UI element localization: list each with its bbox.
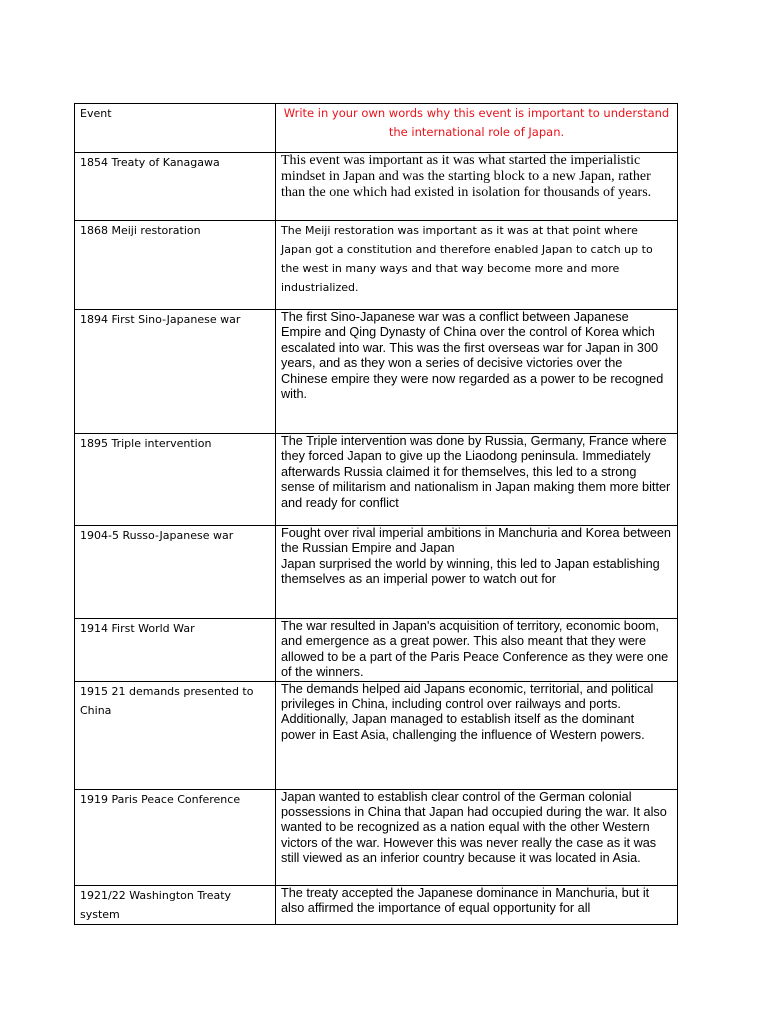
description-line: Fought over rival imperial ambitions in Manchuria and Korea between the Russian Empire and Japan bbox=[281, 526, 671, 556]
description-cell: The war resulted in Japan's acquisition of territory, economic boom, and emergence as a great power. This also meant that they were allowed to be a part of the Paris Peace Conference as they were one of the winners. bbox=[276, 619, 678, 682]
table-row bbox=[75, 885, 678, 924]
description-cell bbox=[276, 526, 678, 619]
table-row bbox=[75, 310, 678, 434]
description-cell: The first Sino-Japanese war was a conflict between Japanese Empire and Qing Dynasty of China over the control of Korea which escalated into war. This was the first overseas war for Japan in 300 years, and as they won a series of decisive victories over the Chinese empire they were now regarded as a power to be recogned with. bbox=[276, 310, 678, 434]
table-row bbox=[75, 153, 678, 221]
description-cell: The Triple intervention was done by Russia, Germany, France where they forced Japan to give up the Liaodong peninsula. Immediately afterwards Russia claimed it for themselves, this led to a strong sense of militarism and nationalism in Japan making them more bitter and ready for conflict bbox=[276, 434, 678, 526]
description-cell: The treaty accepted the Japanese dominance in Manchuria, but it also affirmed the importance of equal opportunity for all bbox=[276, 885, 678, 924]
header-event-cell: Event bbox=[75, 104, 276, 153]
event-cell: 1904-5 Russo-Japanese war bbox=[75, 526, 276, 619]
table-row bbox=[75, 221, 678, 310]
table-row bbox=[75, 619, 678, 682]
description-cell: Japan wanted to establish clear control of the German colonial possessions in China that Japan had occupied during the war. It also wanted to be recognized as a nation equal with the other Western victors of the war. However this was never really the case as it was still viewed as an inferior country because it was located in Asia. bbox=[276, 789, 678, 885]
description-cell: This event was important as it was what started the imperialistic mindset in Japan and was the starting block to a new Japan, rather than the one which had existed in isolation for thousands of years. bbox=[276, 153, 678, 221]
event-cell: 1895 Triple intervention bbox=[75, 434, 276, 526]
table-row bbox=[75, 681, 678, 789]
description-cell: The Meiji restoration was important as it was at that point where Japan got a constitution and therefore enabled Japan to catch up to the west in many ways and that way become more and more industrialized. bbox=[276, 221, 678, 310]
event-cell: 1854 Treaty of Kanagawa bbox=[75, 153, 276, 221]
table-row bbox=[75, 789, 678, 885]
event-cell: 1919 Paris Peace Conference bbox=[75, 789, 276, 885]
event-cell: 1914 First World War bbox=[75, 619, 276, 682]
table-row bbox=[75, 526, 678, 619]
event-cell: 1915 21 demands presented to China bbox=[75, 681, 276, 789]
description-cell: The demands helped aid Japans economic, territorial, and political privileges in China, including control over railways and ports. Additionally, Japan managed to establish itself as the dominant power in East Asia, challenging the influence of Western powers. bbox=[276, 681, 678, 789]
description-line: Japan surprised the world by winning, this led to Japan establishing themselves as an imperial power to watch out for bbox=[281, 556, 660, 587]
event-cell: 1921/22 Washington Treaty system bbox=[75, 885, 276, 924]
table-header-row bbox=[75, 104, 678, 153]
events-table bbox=[74, 103, 678, 925]
header-instruction-cell: Write in your own words why this event is important to understand the international role of Japan. bbox=[276, 104, 678, 153]
event-cell: 1894 First Sino-Japanese war bbox=[75, 310, 276, 434]
event-cell: 1868 Meiji restoration bbox=[75, 221, 276, 310]
table-row bbox=[75, 434, 678, 526]
